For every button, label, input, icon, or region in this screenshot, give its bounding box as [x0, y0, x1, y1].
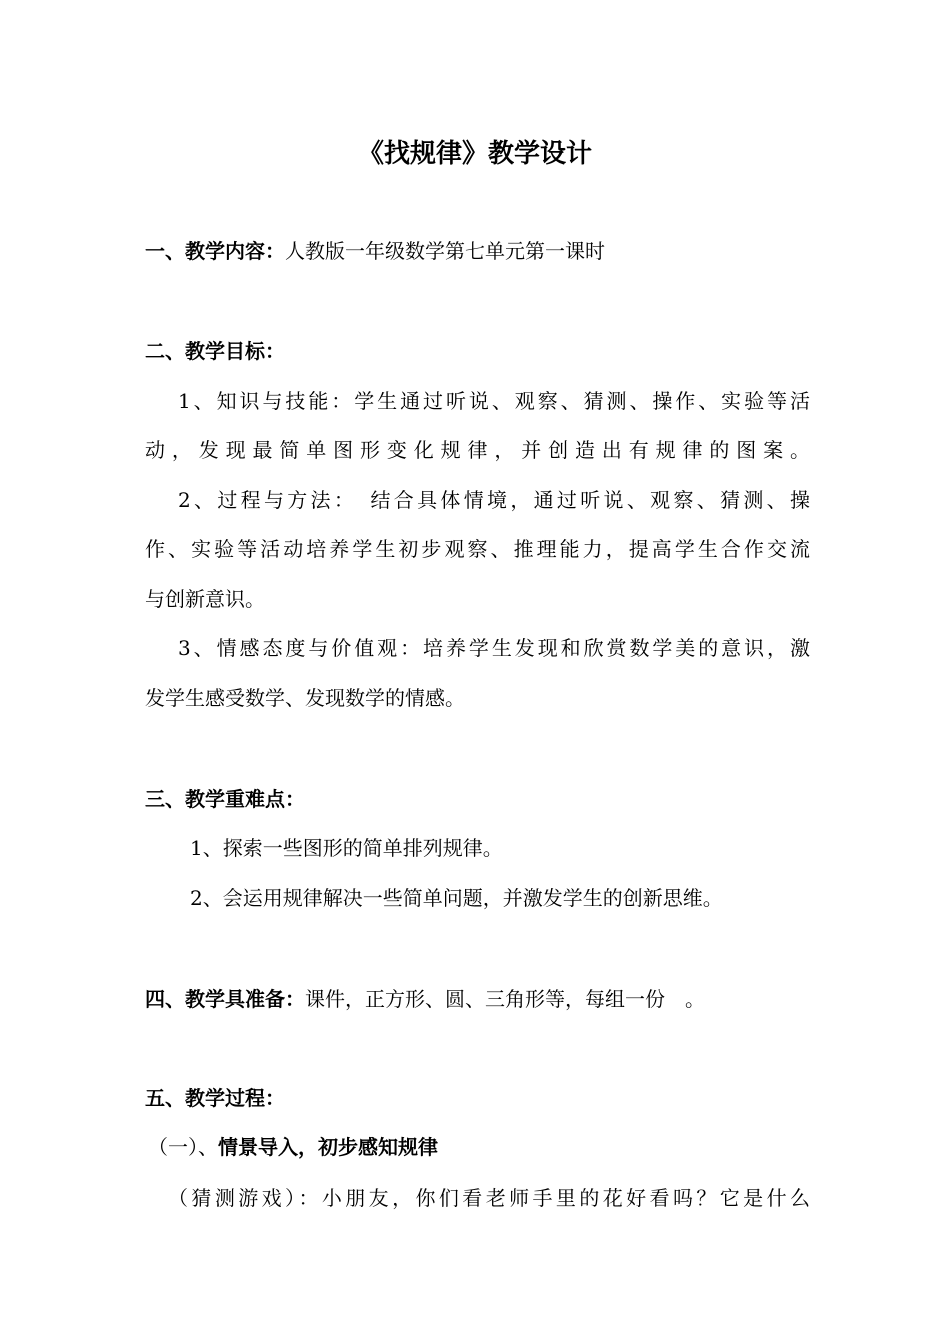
subsection-title: 情景导入，初步感知规律 [218, 1135, 438, 1159]
paragraph-line: 发学生感受数学、发现数学的情感。 [145, 686, 465, 710]
section-heading: 三、教学重难点： [145, 787, 305, 811]
paragraph-line: （猜测游戏）：小朋友，你们看老师手里的花好看吗？它是什么 [168, 1186, 810, 1210]
paragraph-line: 1、知识与技能：学生通过听说、观察、猜测、操作、实验等活 [178, 389, 810, 413]
paragraph-line: 2、过程与方法： 结合具体情境，通过听说、观察、猜测、操 [178, 488, 810, 512]
subsection-heading [148, 1133, 813, 1161]
section-content [145, 985, 810, 1013]
paragraph-line: 3、情感态度与价值观：培养学生发现和欣赏数学美的意识，激 [178, 636, 810, 660]
section-heading: 一、教学内容： [145, 239, 285, 263]
section-text: 课件，正方形、圆、三角形等，每组一份 。 [305, 987, 705, 1011]
paragraph-line: 动，发现最简单图形变化规律，并创造出有规律的图案。 [145, 438, 810, 462]
subsection-prefix: （一）、 [148, 1135, 218, 1159]
section-heading: 二、教学目标： [145, 339, 285, 363]
paragraph-line: 作、实验等活动培养学生初步观察、推理能力，提高学生合作交流 [145, 537, 810, 561]
paragraph-line: 与创新意识。 [145, 587, 265, 611]
section-heading: 四、教学具准备： [145, 987, 305, 1011]
section-heading: 五、教学过程： [145, 1086, 285, 1110]
document-title: 《找规律》教学设计 [357, 139, 592, 169]
section-text: 人教版一年级数学第七单元第一课时 [285, 239, 605, 263]
list-item: 2、会运用规律解决一些简单问题，并激发学生的创新思维。 [190, 886, 723, 910]
section-content [145, 237, 810, 265]
list-item: 1、探索一些图形的简单排列规律。 [190, 836, 503, 860]
